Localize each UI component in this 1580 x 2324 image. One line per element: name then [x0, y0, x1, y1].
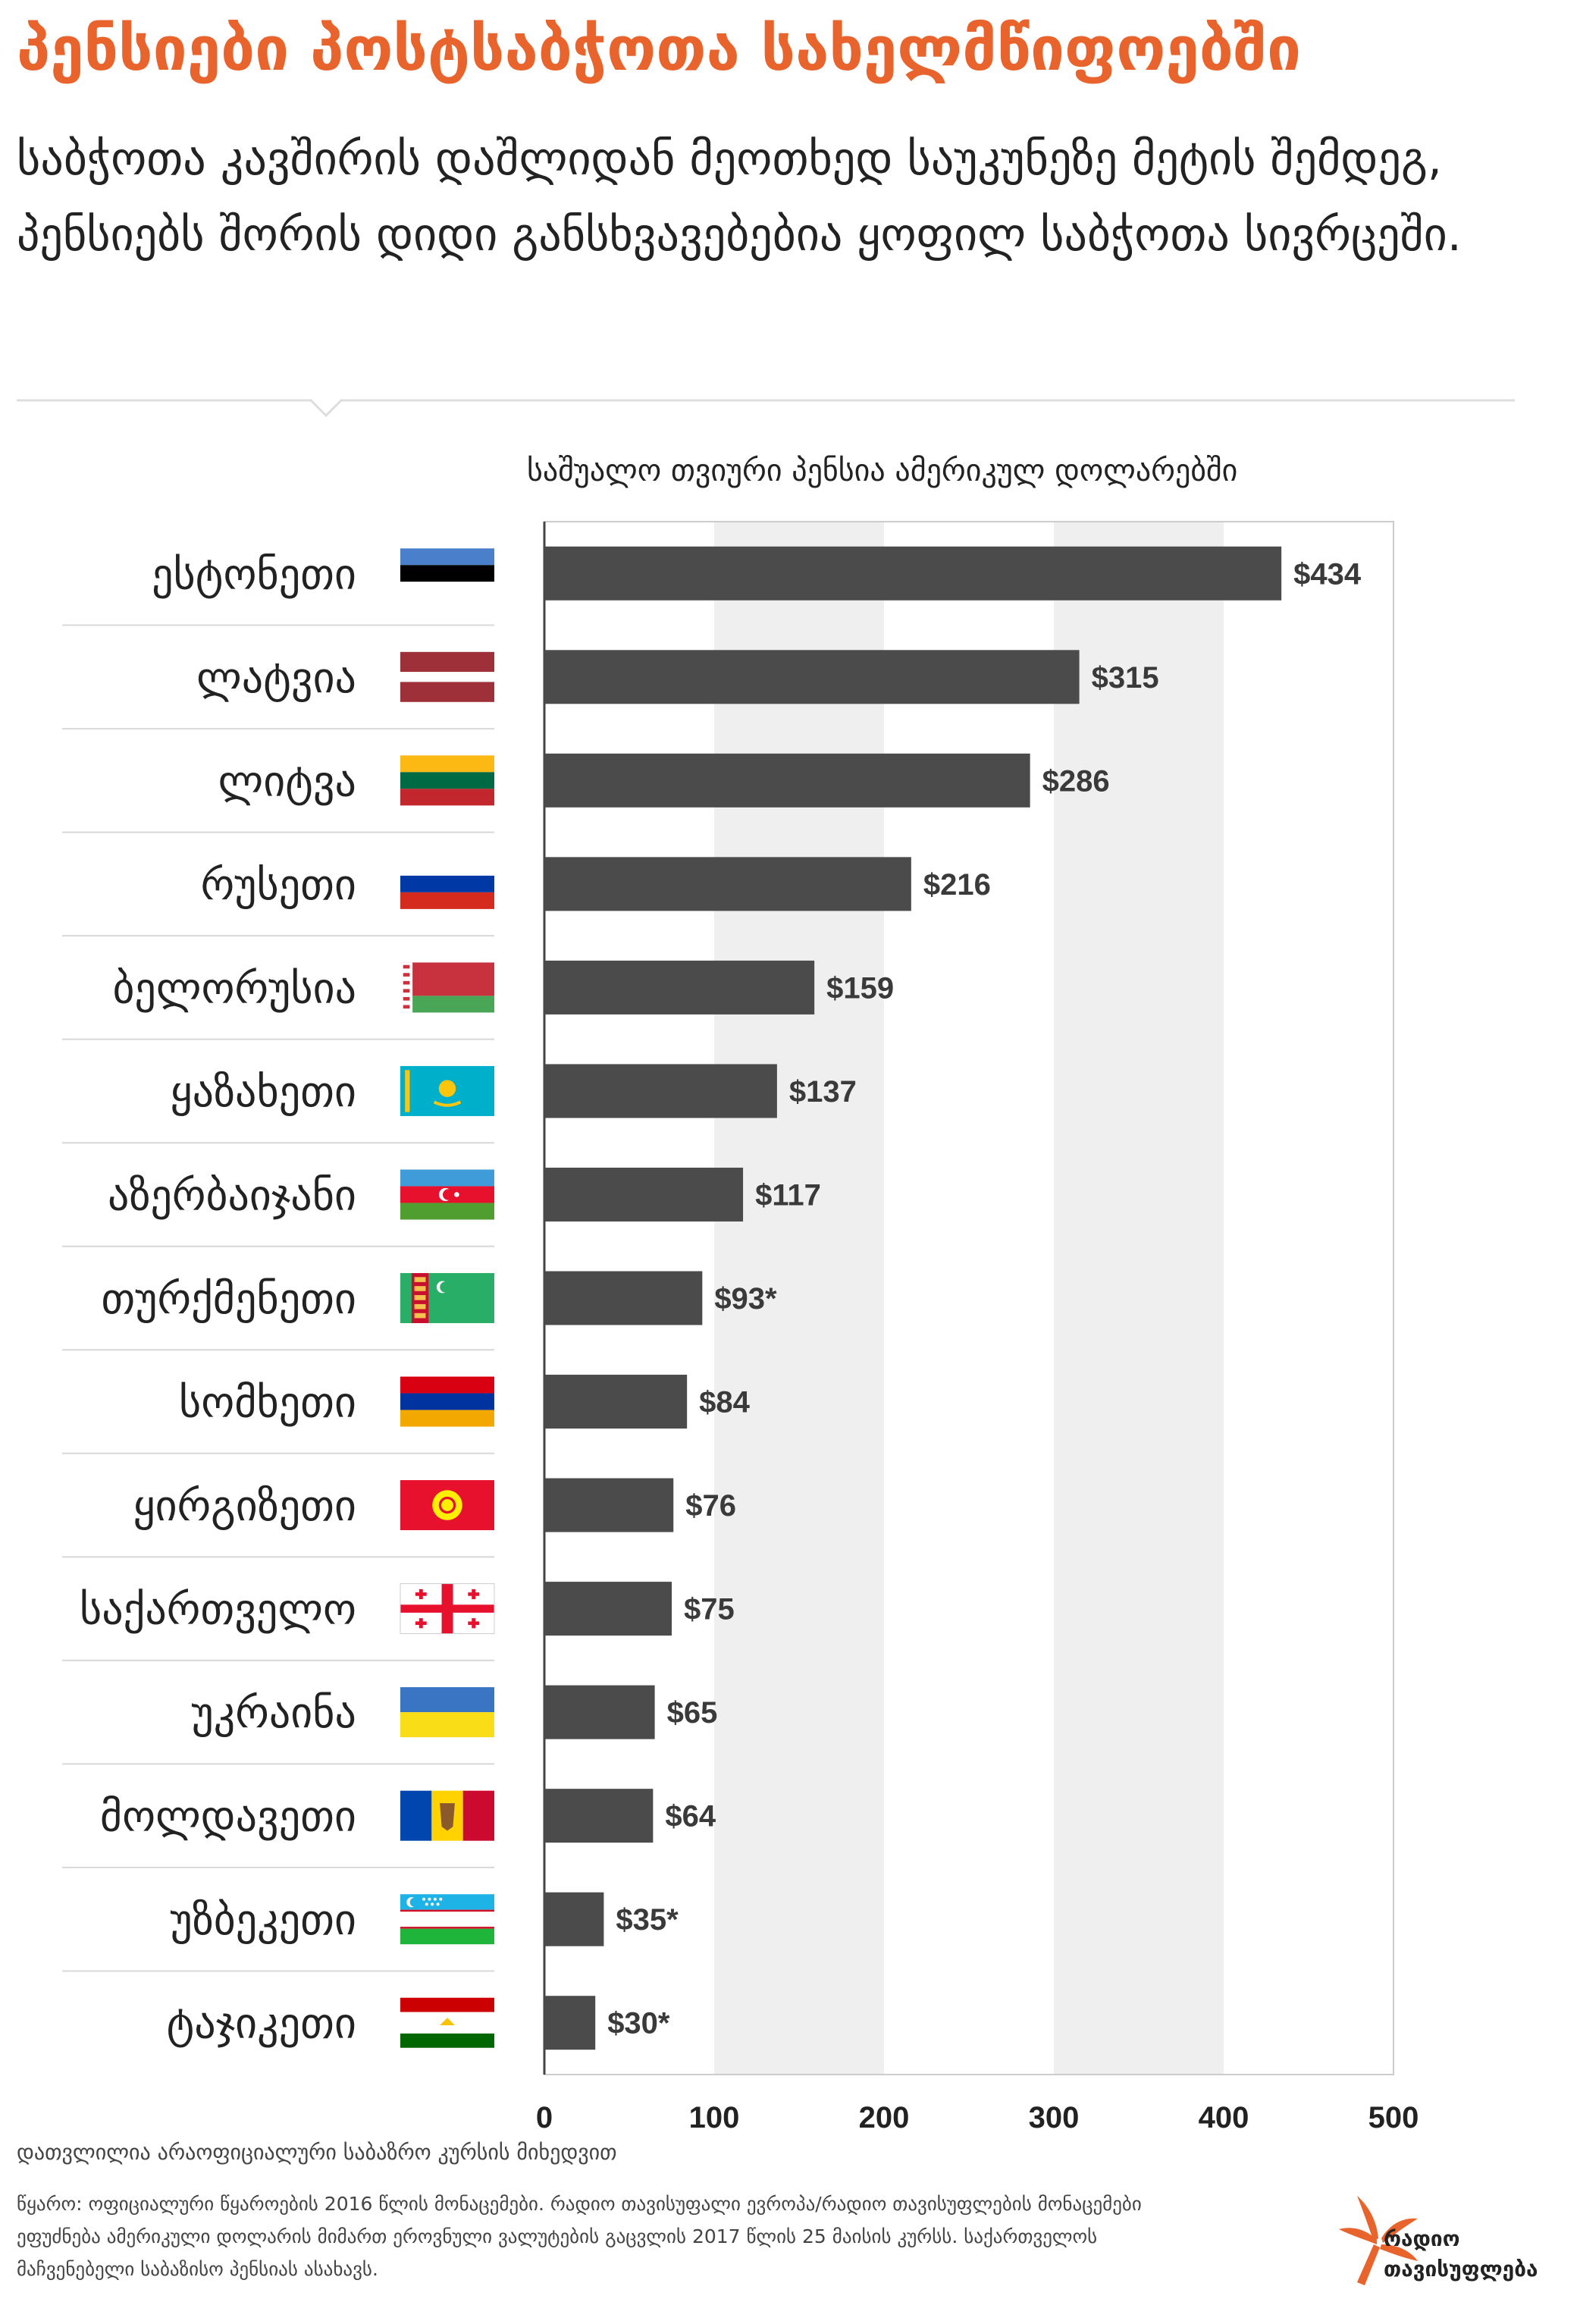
- flag-kyrgyzstan-icon: [400, 1480, 494, 1530]
- logo-line-1: რადიო: [1384, 2226, 1460, 2251]
- value-label: $76: [685, 1489, 736, 1523]
- country-label: ლიტვა: [218, 757, 356, 807]
- flag-armenia-icon: [400, 1377, 494, 1427]
- value-label: $75: [684, 1592, 735, 1626]
- value-label: $65: [666, 1696, 718, 1730]
- flag-uzbekistan-icon: [400, 1894, 494, 1944]
- bar-russia: [544, 857, 911, 911]
- x-tick-label: 300: [1028, 2101, 1080, 2134]
- bar-estonia: [544, 547, 1281, 601]
- value-label: $117: [755, 1178, 821, 1212]
- flag-belarus-icon: [400, 962, 494, 1012]
- bar-latvia: [544, 650, 1080, 704]
- country-label: ყაზახეთი: [170, 1067, 356, 1117]
- flag-turkmenistan-icon: [400, 1273, 494, 1323]
- flag-azerbaijan-icon: [400, 1169, 494, 1219]
- value-label: $84: [699, 1385, 750, 1419]
- value-label: $93*: [714, 1282, 777, 1316]
- country-label: ყირგიზეთი: [133, 1482, 356, 1532]
- flag-tajikistan-icon: [400, 1998, 494, 2048]
- country-label: სომხეთი: [178, 1378, 356, 1428]
- country-label: აზერბაიჯანი: [108, 1171, 356, 1221]
- bar-uzbekistan: [544, 1893, 603, 1946]
- value-label: $159: [826, 971, 895, 1005]
- flag-lithuania-icon: [400, 755, 494, 805]
- bar-ukraine: [544, 1686, 655, 1739]
- bar-belarus: [544, 961, 814, 1015]
- x-axis-label: საშუალო თვიური პენსია ამერიკულ დოლარებში: [527, 453, 1238, 488]
- flag-georgia-icon: [400, 1584, 494, 1634]
- footnote: დათვლილია არაოფიციალური საბაზრო კურსის მიხედვით: [17, 2140, 617, 2165]
- flag-estonia-icon: [400, 548, 494, 598]
- value-label: $315: [1091, 660, 1159, 695]
- value-label: $216: [923, 867, 991, 902]
- country-label: რუსეთი: [200, 860, 356, 910]
- country-label: საქართველო: [79, 1585, 356, 1635]
- bar-tajikistan: [544, 1996, 595, 2050]
- bar-armenia: [544, 1375, 687, 1429]
- x-tick-label: 100: [688, 2101, 740, 2134]
- country-label: უზბეკეთი: [170, 1896, 356, 1946]
- bar-georgia: [544, 1582, 672, 1636]
- bar-lithuania: [544, 754, 1030, 808]
- country-label: მოლდავეთი: [99, 1792, 356, 1842]
- bar-turkmenistan: [544, 1272, 702, 1325]
- flag-russia-icon: [400, 859, 494, 909]
- logo-text: [1384, 2224, 1538, 2285]
- logo-line-2: თავისუფლება: [1384, 2257, 1538, 2282]
- country-label: თურქმენეთი: [101, 1275, 356, 1324]
- value-label: $137: [788, 1074, 857, 1109]
- chart-subtitle: საბჭოთა კავშირის დაშლიდან მეოთხედ საუკუნეზე მეტის შემდეგ, პენსიებს შორის დიდი განსხვავებებია ყოფილ საბჭოთა სივრცეში.: [17, 133, 1462, 262]
- country-label: ბელორუსია: [112, 964, 356, 1014]
- chart-title: პენსიები პოსტსაბჭოთა სახელმწიფოებში: [17, 14, 1302, 84]
- country-label: ლატვია: [196, 653, 356, 703]
- flag-latvia-icon: [400, 652, 494, 702]
- value-label: $286: [1042, 764, 1110, 798]
- bar-moldova: [544, 1789, 653, 1843]
- x-tick-label: 500: [1368, 2101, 1419, 2134]
- value-label: $64: [665, 1799, 716, 1833]
- value-label: $434: [1293, 557, 1362, 591]
- bar-kyrgyzstan: [544, 1479, 673, 1532]
- flag-kazakhstan-icon: [400, 1066, 494, 1116]
- value-label: $35*: [616, 1903, 679, 1937]
- value-label: $30*: [607, 2006, 670, 2040]
- bar-azerbaijan: [544, 1168, 743, 1222]
- flag-ukraine-icon: [400, 1687, 494, 1737]
- x-tick-label: 0: [535, 2101, 553, 2134]
- country-label: უკრაინა: [191, 1689, 356, 1739]
- x-tick-label: 400: [1198, 2101, 1249, 2134]
- bar-kazakhstan: [544, 1064, 777, 1118]
- x-tick-label: 200: [858, 2101, 910, 2134]
- flag-moldova-icon: [400, 1791, 494, 1841]
- country-label: ესტონეთი: [152, 550, 356, 600]
- grid-band: [1054, 522, 1224, 2075]
- source-note: წყარო: ოფიციალური წყაროების 2016 წლის მონაცემები. რადიო თავისუფალი ევროპა/რადიო თავისუფლების მონაცემები ეფუძნება ამერიკული დოლარის მიმართ ეროვნული ვალუტების გაცვლის 2017 წლის 25 მაისის კურსს. საქართველოს მაჩვენებელი საბაზისო პენსიას ასახავს.: [17, 2193, 1142, 2280]
- country-label: ტაჯიკეთი: [166, 1999, 356, 2049]
- grid-band: [1224, 522, 1393, 2075]
